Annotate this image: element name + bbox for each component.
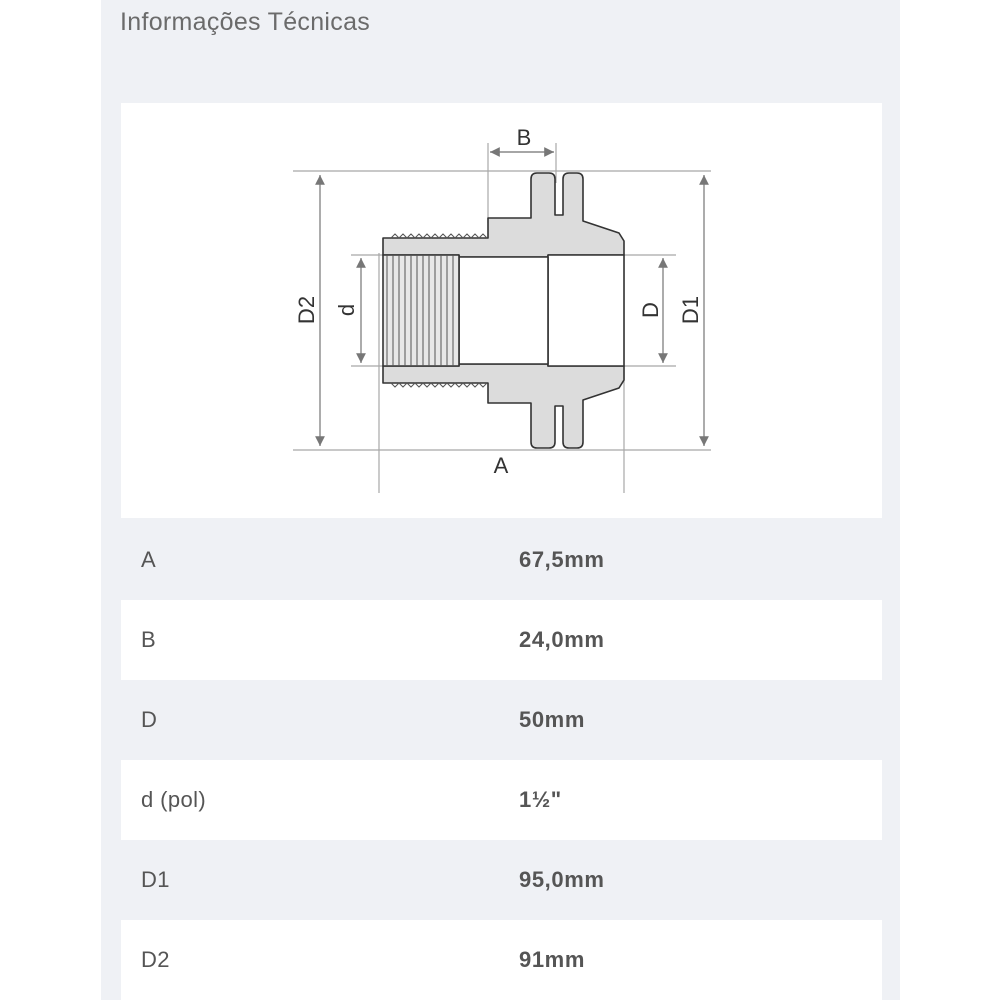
- spec-label: D1: [141, 867, 170, 892]
- label-D1: D1: [678, 295, 703, 325]
- spec-value: 95,0mm: [519, 867, 605, 892]
- spec-row: [121, 840, 882, 920]
- spec-value: 1½": [519, 787, 562, 812]
- spec-label: A: [141, 547, 157, 572]
- spec-table: [121, 520, 882, 1000]
- label-B: B: [516, 125, 532, 150]
- spec-row: [121, 760, 882, 840]
- spec-label: d (pol): [141, 787, 207, 812]
- label-A: A: [493, 453, 509, 478]
- spec-row: [121, 520, 882, 600]
- label-D: D: [638, 302, 663, 318]
- label-D2: D2: [294, 295, 319, 325]
- technical-drawing: [121, 103, 882, 518]
- fitting-body: [383, 173, 624, 448]
- spec-label: D: [141, 707, 158, 732]
- section-title: Informações Técnicas: [120, 8, 371, 36]
- spec-value: 67,5mm: [519, 547, 605, 572]
- label-d: d: [334, 303, 359, 317]
- spec-label: B: [141, 627, 157, 652]
- fitting-diagram: [121, 103, 882, 518]
- spec-value: 24,0mm: [519, 627, 605, 652]
- spec-row: [121, 920, 882, 1000]
- spec-value: 50mm: [519, 707, 585, 732]
- spec-row: [121, 600, 882, 680]
- spec-value: 91mm: [519, 947, 585, 972]
- spec-row: [121, 680, 882, 760]
- spec-label: D2: [141, 947, 170, 972]
